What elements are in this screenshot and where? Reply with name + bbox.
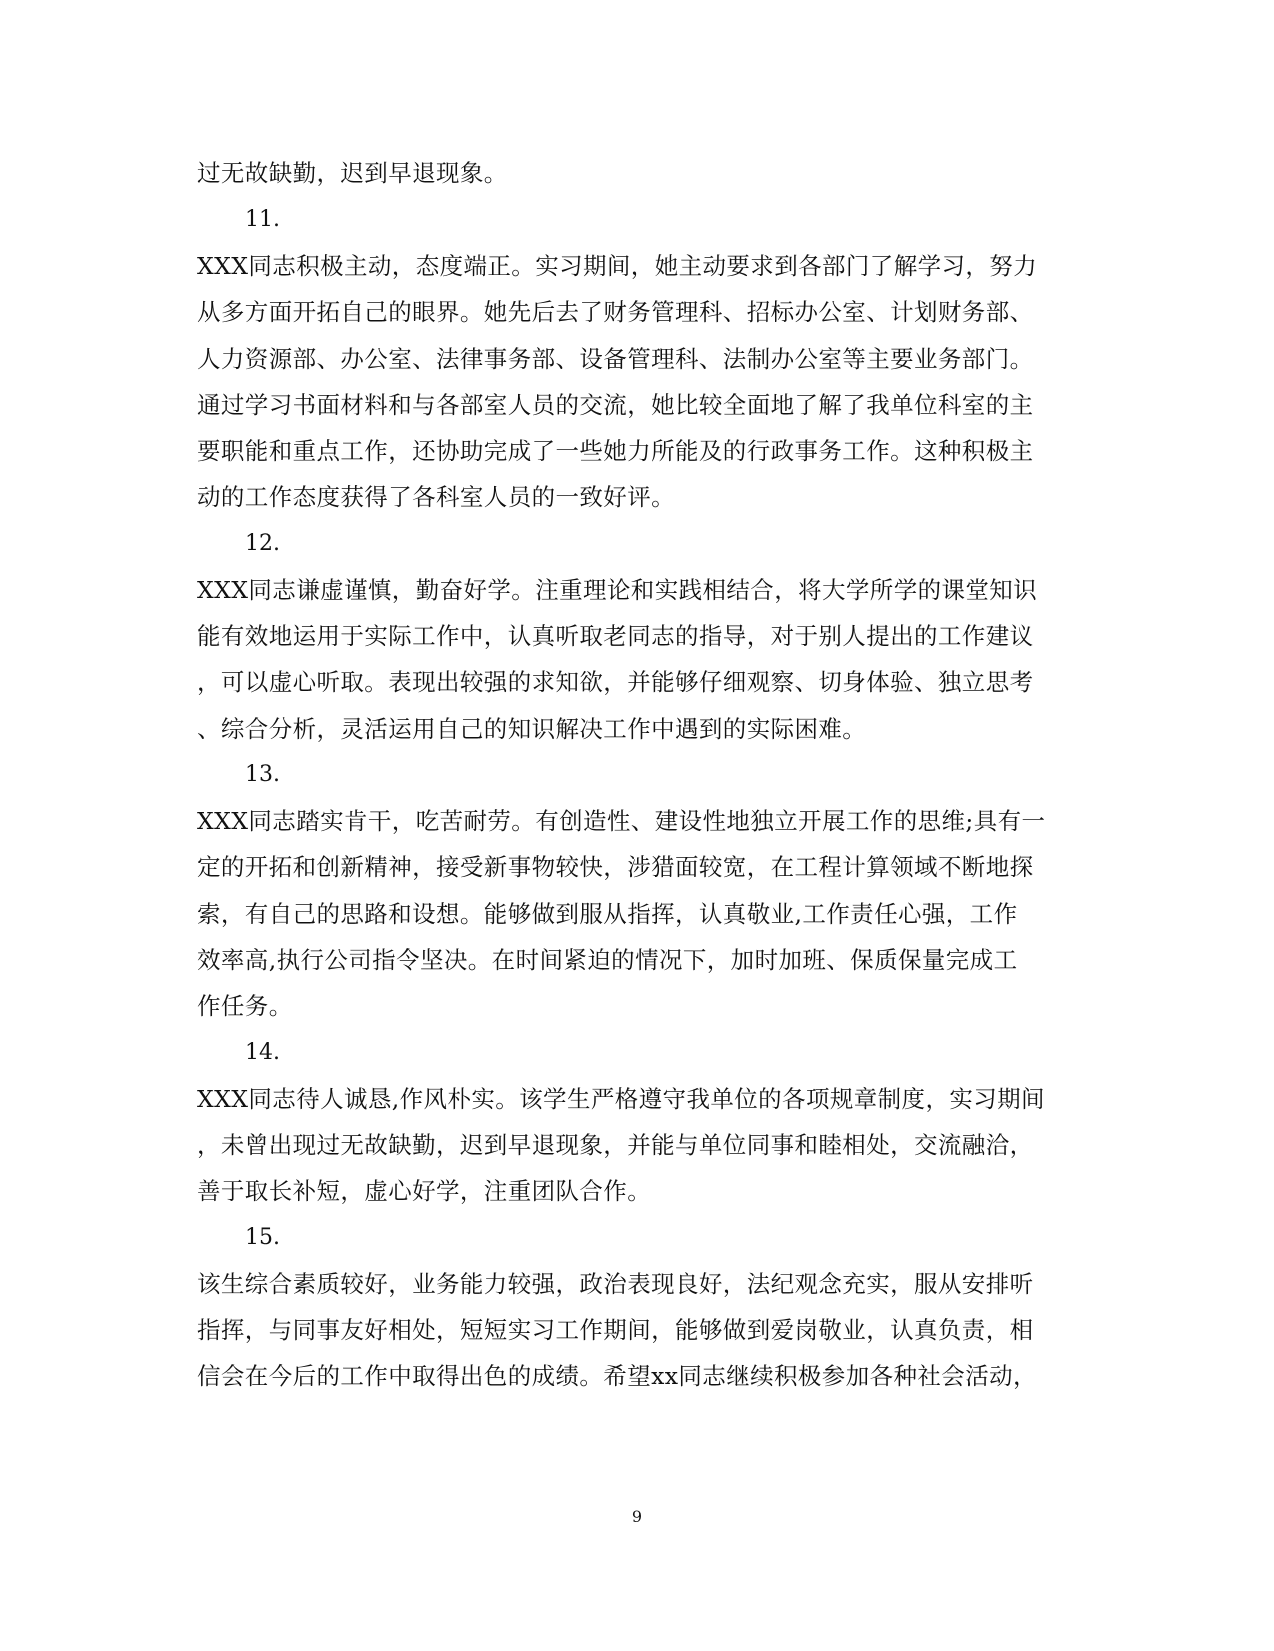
text-line: 能有效地运用于实际工作中，认真听取老同志的指导，对于别人提出的工作建议	[197, 622, 1034, 650]
text-line: 人力资源部、办公室、法律事务部、设备管理科、法制办公室等主要业务部门。	[197, 345, 1034, 373]
item-number: 12.	[245, 531, 280, 556]
text-line: 作任务。	[197, 992, 293, 1020]
text-line: XXX同志谦虚谨慎，勤奋好学。注重理论和实践相结合，将大学所学的课堂知识	[197, 576, 1038, 604]
text-line: 善于取长补短，虚心好学，注重团队合作。	[197, 1177, 652, 1205]
text-line: 、综合分析，灵活运用自己的知识解决工作中遇到的实际困难。	[197, 715, 867, 743]
text-line: 定的开拓和创新精神，接受新事物较快，涉猎面较宽，在工程计算领域不断地探	[197, 853, 1034, 881]
page-number: 9	[631, 1507, 643, 1526]
item-number: 11.	[245, 207, 280, 232]
item-number: 14.	[245, 1040, 280, 1065]
text-line: 指挥，与同事友好相处，短短实习工作期间，能够做到爱岗敬业，认真负责，相	[197, 1316, 1034, 1344]
text-line: XXX同志待人诚恳,作风朴实。该学生严格遵守我单位的各项规章制度，实习期间	[197, 1085, 1045, 1113]
text-line: 动的工作态度获得了各科室人员的一致好评。	[197, 483, 675, 511]
text-line: 过无故缺勤，迟到早退现象。	[197, 159, 508, 187]
item-number: 15.	[245, 1225, 280, 1250]
text-line: 效率高,执行公司指令坚决。在时间紧迫的情况下，加时加班、保质保量完成工	[197, 946, 1018, 974]
text-line: 该生综合素质较好，业务能力较强，政治表现良好，法纪观念充实，服从安排听	[197, 1270, 1034, 1298]
text-line: ，未曾出现过无故缺勤，迟到早退现象，并能与单位同事和睦相处，交流融洽，	[197, 1131, 1034, 1159]
text-line: 从多方面开拓自己的眼界。她先后去了财务管理科、招标办公室、计划财务部、	[197, 298, 1034, 326]
text-line: 要职能和重点工作，还协助完成了一些她力所能及的行政事务工作。这种积极主	[197, 437, 1034, 465]
text-line: XXX同志积极主动，态度端正。实习期间，她主动要求到各部门了解学习，努力	[197, 252, 1038, 280]
text-line: 信会在今后的工作中取得出色的成绩。希望xx同志继续积极参加各种社会活动，	[197, 1362, 1037, 1390]
text-line: 索，有自己的思路和设想。能够做到服从指挥，认真敬业,工作责任心强，工作	[197, 900, 1018, 928]
text-line: 通过学习书面材料和与各部室人员的交流，她比较全面地了解了我单位科室的主	[197, 391, 1034, 419]
item-number: 13.	[245, 762, 280, 787]
text-line: XXX同志踏实肯干，吃苦耐劳。有创造性、建设性地独立开展工作的思维;具有一	[197, 807, 1046, 835]
text-line: ，可以虚心听取。表现出较强的求知欲，并能够仔细观察、切身体验、独立思考	[197, 668, 1034, 696]
